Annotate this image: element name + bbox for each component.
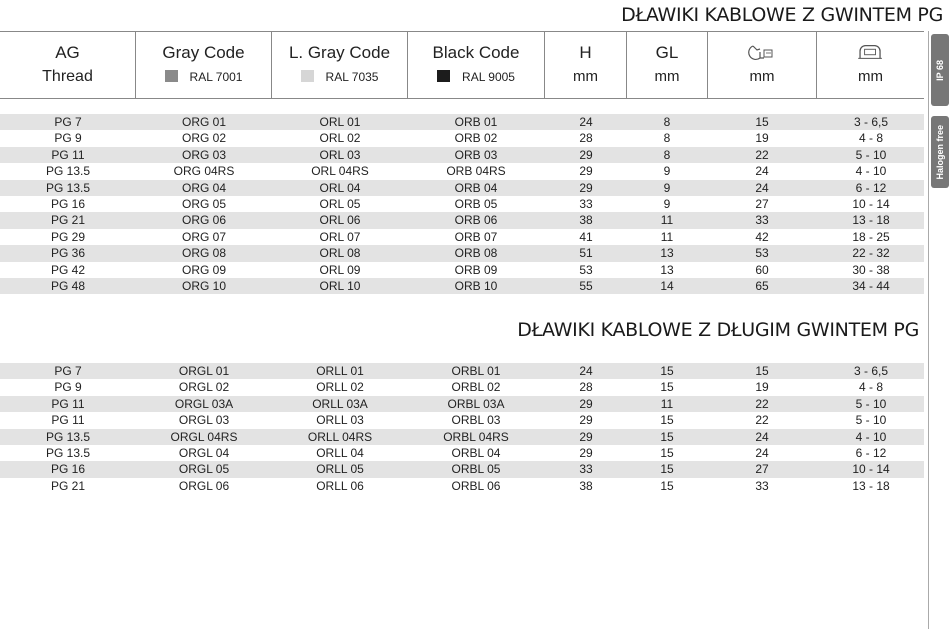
cell-h: 33 xyxy=(579,196,593,211)
cell-clamp: 13 - 18 xyxy=(852,213,890,228)
cell-thread: PG 9 xyxy=(54,131,82,146)
cell-lgray-code: ORL 02 xyxy=(319,131,361,146)
cell-clamp: 10 - 14 xyxy=(852,462,890,477)
cell-gl: 8 xyxy=(663,131,671,146)
cell-lgray-code: ORL 08 xyxy=(319,246,361,261)
cell-thread: PG 13.5 xyxy=(45,180,91,195)
cell-wrench: 27 xyxy=(755,196,769,211)
cell-gl: 13 xyxy=(660,246,674,261)
cell-wrench: 24 xyxy=(755,445,769,460)
table-row xyxy=(0,212,924,228)
cell-lgray-code: ORLL 01 xyxy=(316,364,364,378)
cell-gray-code: ORGL 03A xyxy=(174,396,234,411)
cell-thread: PG 16 xyxy=(50,196,86,211)
gray-ral: RAL 7001 xyxy=(136,70,271,84)
cell-gl: 9 xyxy=(663,164,671,179)
table-row xyxy=(0,461,924,477)
table-1-title: DŁAWIKI KABLOWE Z GWINTEM PG xyxy=(621,4,943,26)
cell-gl: 8 xyxy=(663,115,671,129)
cell-black-code: ORB 02 xyxy=(454,131,498,146)
cell-gl: 15 xyxy=(660,462,674,477)
side-divider xyxy=(928,31,929,629)
cell-gl: 15 xyxy=(660,380,674,395)
table-row xyxy=(0,412,924,428)
col-h xyxy=(545,32,627,98)
cell-black-code: ORBL 02 xyxy=(451,380,501,395)
cell-wrench: 60 xyxy=(755,262,769,277)
table-row xyxy=(0,229,924,245)
cell-thread: PG 7 xyxy=(54,115,82,129)
cell-lgray-code: ORLL 04 xyxy=(316,445,364,460)
cell-thread: PG 16 xyxy=(50,462,86,477)
cell-gray-code: ORG 02 xyxy=(181,131,226,146)
cell-h: 29 xyxy=(579,164,593,179)
cell-gl: 11 xyxy=(660,229,674,244)
black-ral: RAL 9005 xyxy=(408,70,544,84)
gl-label: GL xyxy=(655,43,679,62)
table-row xyxy=(0,147,924,163)
cell-h: 29 xyxy=(579,445,593,460)
table-row xyxy=(0,196,924,212)
cell-wrench: 53 xyxy=(755,246,769,261)
cell-wrench: 24 xyxy=(755,180,769,195)
cell-black-code: ORB 04 xyxy=(454,180,498,195)
cell-h: 51 xyxy=(579,246,593,261)
cell-wrench: 15 xyxy=(755,115,769,129)
cell-h: 28 xyxy=(579,131,593,146)
cell-black-code: ORBL 06 xyxy=(451,478,501,493)
cell-wrench: 65 xyxy=(755,278,769,293)
cell-clamp: 13 - 18 xyxy=(852,478,890,493)
table-row xyxy=(0,278,924,294)
cell-h: 55 xyxy=(579,278,593,293)
cell-gray-code: ORGL 06 xyxy=(178,478,230,493)
cell-black-code: ORB 04RS xyxy=(446,164,506,179)
cell-lgray-code: ORLL 05 xyxy=(316,462,364,477)
cell-gray-code: ORGL 02 xyxy=(178,380,230,395)
cell-black-code: ORB 03 xyxy=(454,147,498,162)
cell-wrench: 27 xyxy=(755,462,769,477)
cell-lgray-code: ORL 03 xyxy=(319,147,361,162)
cell-lgray-code: ORL 05 xyxy=(319,196,361,211)
cell-lgray-code: ORL 07 xyxy=(319,229,361,244)
cell-gray-code: ORG 05 xyxy=(181,196,226,211)
cell-lgray-code: ORLL 04RS xyxy=(307,429,373,444)
gl-unit: mm xyxy=(654,68,680,85)
cell-gray-code: ORG 04RS xyxy=(173,164,235,179)
cell-gray-code: ORGL 04 xyxy=(178,445,230,460)
cell-gray-code: ORGL 03 xyxy=(178,413,230,428)
h-unit: mm xyxy=(573,68,598,85)
cell-thread: PG 48 xyxy=(50,278,86,293)
table-row xyxy=(0,429,924,445)
cell-lgray-code: ORL 06 xyxy=(319,213,361,228)
cell-gray-code: ORG 10 xyxy=(181,278,226,293)
halogen-free-label: Halogen free xyxy=(935,124,945,180)
cell-gray-code: ORG 03 xyxy=(181,147,226,162)
cell-wrench: 19 xyxy=(755,131,769,146)
cell-h: 38 xyxy=(579,478,593,493)
clamping-range-icon xyxy=(817,42,924,62)
cell-gray-code: ORG 04 xyxy=(181,180,226,195)
wrench-unit: mm xyxy=(749,68,775,85)
cell-lgray-code: ORL 10 xyxy=(319,278,361,293)
cell-black-code: ORBL 01 xyxy=(451,364,501,378)
cell-h: 24 xyxy=(579,364,593,378)
cell-thread: PG 36 xyxy=(50,246,86,261)
cell-thread: PG 42 xyxy=(50,262,86,277)
cell-h: 28 xyxy=(579,380,593,395)
cell-clamp: 4 - 10 xyxy=(855,164,887,179)
cell-wrench: 22 xyxy=(755,396,769,411)
h-label: H xyxy=(579,43,592,62)
cell-lgray-code: ORLL 06 xyxy=(316,478,364,493)
col-wrench xyxy=(708,32,817,98)
cell-clamp: 3 - 6,5 xyxy=(853,364,889,378)
cell-black-code: ORBL 04 xyxy=(451,445,501,460)
cell-thread: PG 7 xyxy=(54,364,82,378)
table-2-body xyxy=(0,363,924,494)
cell-thread: PG 13.5 xyxy=(45,445,91,460)
cell-lgray-code: ORL 01 xyxy=(319,115,361,129)
cell-black-code: ORBL 03 xyxy=(451,413,501,428)
cell-h: 29 xyxy=(579,147,593,162)
cell-clamp: 5 - 10 xyxy=(855,413,887,428)
cell-gl: 11 xyxy=(660,396,674,411)
cell-thread: PG 29 xyxy=(50,229,86,244)
cell-lgray-code: ORL 09 xyxy=(319,262,361,277)
cell-black-code: ORBL 04RS xyxy=(443,429,509,444)
cell-thread: PG 21 xyxy=(50,213,86,228)
cell-thread: PG 11 xyxy=(51,396,85,411)
cell-h: 38 xyxy=(579,213,593,228)
cell-clamp: 30 - 38 xyxy=(852,262,890,277)
cell-wrench: 22 xyxy=(755,147,769,162)
cell-thread: PG 21 xyxy=(50,478,86,493)
cell-gray-code: ORG 01 xyxy=(181,115,226,129)
cell-gray-code: ORGL 01 xyxy=(178,364,230,378)
cell-wrench: 33 xyxy=(755,478,769,493)
col-ag-thread xyxy=(0,32,136,98)
table-header xyxy=(0,31,924,99)
cell-clamp: 18 - 25 xyxy=(852,229,890,244)
cell-lgray-code: ORLL 03 xyxy=(316,413,364,428)
cell-gl: 15 xyxy=(660,413,674,428)
cell-clamp: 22 - 32 xyxy=(852,246,890,261)
lgray-code-label: L. Gray Code xyxy=(288,43,391,62)
cell-gray-code: ORGL 05 xyxy=(178,462,230,477)
cell-h: 24 xyxy=(579,115,593,129)
cell-gl: 8 xyxy=(663,147,671,162)
cell-thread: PG 13.5 xyxy=(45,429,91,444)
cell-black-code: ORB 09 xyxy=(454,262,498,277)
black-code-label: Black Code xyxy=(432,43,520,62)
table-row xyxy=(0,163,924,179)
table-2-title: DŁAWIKI KABLOWE Z DŁUGIM GWINTEM PG xyxy=(517,319,919,341)
table-row xyxy=(0,180,924,196)
table-1-body xyxy=(0,114,924,294)
cell-black-code: ORB 06 xyxy=(454,213,498,228)
cell-lgray-code: ORLL 03A xyxy=(312,396,368,411)
cell-thread: PG 9 xyxy=(54,380,82,395)
cell-black-code: ORB 10 xyxy=(454,278,498,293)
cell-gray-code: ORG 09 xyxy=(181,262,226,277)
table-row xyxy=(0,114,924,130)
ip68-tab[interactable] xyxy=(931,34,949,106)
cell-gl: 14 xyxy=(660,278,674,293)
cell-wrench: 15 xyxy=(755,364,769,378)
cell-gl: 15 xyxy=(660,364,674,378)
cell-h: 29 xyxy=(579,180,593,195)
gray-swatch xyxy=(165,70,178,82)
cell-black-code: ORB 08 xyxy=(454,246,498,261)
thread-label: Thread xyxy=(42,68,93,85)
cell-lgray-code: ORLL 02 xyxy=(316,380,364,395)
clamp-unit: mm xyxy=(858,68,883,85)
cell-wrench: 42 xyxy=(755,229,769,244)
cell-clamp: 4 - 8 xyxy=(858,131,883,146)
table-row xyxy=(0,379,924,395)
cell-clamp: 5 - 10 xyxy=(855,147,887,162)
cell-gl: 9 xyxy=(663,196,671,211)
cell-clamp: 4 - 8 xyxy=(858,380,883,395)
black-swatch xyxy=(437,70,450,82)
cell-gl: 9 xyxy=(663,180,671,195)
col-gl xyxy=(627,32,708,98)
cell-wrench: 19 xyxy=(755,380,769,395)
ip68-label: IP 68 xyxy=(935,59,945,81)
cell-clamp: 6 - 12 xyxy=(855,445,887,460)
lgray-swatch xyxy=(301,70,314,82)
cell-clamp: 4 - 10 xyxy=(855,429,887,444)
cell-thread: PG 11 xyxy=(51,147,85,162)
cell-clamp: 6 - 12 xyxy=(855,180,887,195)
ag-label: AG xyxy=(55,43,80,62)
cell-black-code: ORB 01 xyxy=(454,115,498,129)
cell-gray-code: ORGL 04RS xyxy=(170,429,238,444)
cell-wrench: 22 xyxy=(755,413,769,428)
table-row xyxy=(0,245,924,261)
table-row xyxy=(0,130,924,146)
table-row xyxy=(0,262,924,278)
cell-gl: 15 xyxy=(660,429,674,444)
cell-wrench: 24 xyxy=(755,164,769,179)
col-lgray-code xyxy=(272,32,408,98)
table-row xyxy=(0,478,924,494)
cell-gray-code: ORG 07 xyxy=(181,229,226,244)
table-row xyxy=(0,445,924,461)
col-clamp xyxy=(817,32,924,98)
cell-thread: PG 11 xyxy=(51,413,85,428)
halogen-free-tab[interactable] xyxy=(931,116,949,188)
cell-h: 29 xyxy=(579,429,593,444)
col-gray-code xyxy=(136,32,272,98)
cell-gl: 15 xyxy=(660,445,674,460)
wrench-icon xyxy=(708,42,817,62)
cell-h: 29 xyxy=(579,413,593,428)
cell-gray-code: ORG 06 xyxy=(181,213,226,228)
cell-black-code: ORBL 05 xyxy=(451,462,501,477)
cell-clamp: 10 - 14 xyxy=(852,196,890,211)
cell-h: 41 xyxy=(579,229,593,244)
cell-gray-code: ORG 08 xyxy=(181,246,226,261)
lgray-ral: RAL 7035 xyxy=(272,70,407,84)
cell-h: 33 xyxy=(579,462,593,477)
cell-h: 29 xyxy=(579,396,593,411)
gray-code-label: Gray Code xyxy=(162,43,245,62)
cell-h: 53 xyxy=(579,262,593,277)
cell-wrench: 33 xyxy=(755,213,769,228)
cell-black-code: ORB 07 xyxy=(454,229,498,244)
cell-lgray-code: ORL 04 xyxy=(319,180,361,195)
cell-gl: 15 xyxy=(660,478,674,493)
cell-clamp: 3 - 6,5 xyxy=(853,115,889,129)
cell-black-code: ORBL 03A xyxy=(447,396,505,411)
cell-wrench: 24 xyxy=(755,429,769,444)
table-row xyxy=(0,363,924,379)
cell-black-code: ORB 05 xyxy=(454,196,498,211)
cell-thread: PG 13.5 xyxy=(45,164,91,179)
cell-lgray-code: ORL 04RS xyxy=(311,164,369,179)
cell-gl: 11 xyxy=(660,213,674,228)
cell-gl: 13 xyxy=(660,262,674,277)
cell-clamp: 34 - 44 xyxy=(852,278,890,293)
col-black-code xyxy=(408,32,545,98)
table-row xyxy=(0,396,924,412)
cell-clamp: 5 - 10 xyxy=(855,396,887,411)
